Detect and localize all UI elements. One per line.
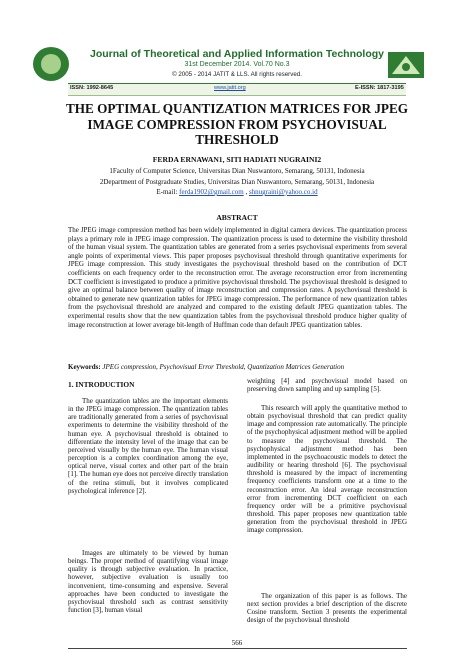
email-line xyxy=(40,188,434,196)
email-label: E-mail: xyxy=(156,188,180,196)
email-link-1[interactable]: ferda1902@gmail.com xyxy=(179,188,244,196)
footer-rule xyxy=(68,648,407,649)
paper-title: THE OPTIMAL QUANTIZATION MATRICES FOR JPEG IMAGE COMPRESSION FROM PSYCHOVISUAL THRESHOLD xyxy=(65,101,409,147)
right-paragraph-1: weighting [4] and psychovisual model based on preserving down sampling and up sampling [5]. xyxy=(247,377,407,394)
eissn: E-ISSN: 1817-3195 xyxy=(355,85,404,91)
paper-authors: FERDA ERNAWAN1, SITI HADIATI NUGRAINI2 xyxy=(152,155,322,164)
keywords-line xyxy=(68,363,407,371)
affiliation-1: 1Faculty of Computer Science, Universitas Dian Nuswantoro, Semarang, 50131, Indonesia xyxy=(109,167,365,175)
email-separator: , xyxy=(243,188,249,196)
left-paragraph-1: The quantization tables are the important elements in the JPEG image compression. The quantization tables are traditionally generated from a series of psychovisual experiments to determine the visibility threshold of the human eye. A psychovisual threshold is obtained to differentiate the intensity level of the image that can be perceived visually by the human eye. The human visual perception is a complex coordination among the eye, optical nerve, visual cortex and other part of the brain [1]. The human eye does not perceive directly translation of the retina stimuli, but it involves complicated psychological inference [2]. xyxy=(68,397,228,495)
left-paragraph-2: Images are ultimately to be viewed by human beings. The proper method of quantifying visual image quality is through subjective evaluation. In practice, however, subjective evaluation is usually too inconvenient, time-consuming and expensive. Several approaches have been conducted to investigate the psychovisual threshold such as contrast sensitivity function [3], human visual xyxy=(68,549,228,615)
keywords-label: Keywords: xyxy=(68,363,101,371)
journal-url[interactable]: www.jatit.org xyxy=(214,85,246,91)
keywords-text: JPEG compression, Psychovisual Error Threshold, Quantization Matrices Generation xyxy=(100,363,345,371)
abstract-text: The JPEG image compression method has been widely implemented in digital camera devices. The quantization process plays a primary role in JPEG image compression. The quantization process is used to determine the visibility threshold of the human visual system. The quantization tables are generated from a series psychovisual experiments from several angle points of experimental views. This paper proposes psychovisual threshold through quantitative experiments for JPEG image compression. This study investigates the psychovisual threshold based on the contribution of DCT coefficients on each frequency order to the reconstruction error. The average reconstruction error from incrementing DCT coefficient is investigated to produce a primitive psychovisual threshold. The psychovisual threshold is designed to give an optimal balance between quality of image reconstruction and compression rates. A psychovisual threshold is obtained to generate new quantization tables for JPEG image compression. The performance of new quantization tables from the psychovisual threshold are analyzed and compared to the existing default JPEG quantization tables. The experimental results show that the new quantization tables from the psychovisual threshold produce higher quality of image reconstruction at lower average bit-length of Huffman code than default JPEG quantization tables. xyxy=(68,226,407,329)
journal-volume: 31st December 2014. Vol.70 No.3 xyxy=(184,61,290,68)
email-link-2[interactable]: shnugraini@yahoo.co.id xyxy=(248,188,318,196)
right-paragraph-2: This research will apply the quantitative method to obtain psychovisual threshold that can predict quality image and compression rate automatically. The principle of the psychophysical adjustment method will be applied to measure the psychovisual threshold. The psychophysical adjustment method has been implemented in the psychoacoustic models to detect the audibility or hearing threshold [6]. The psychovisual threshold is measured by the impact of incrementing frequency coefficients transform one at a time to the reconstruction error. An ideal average reconstruction error from incrementing DCT coefficient on each frequency order will be a primitive psychovisual threshold. This paper proposes new quantization table generation from the psychovisual threshold in JPEG image compression. xyxy=(247,404,407,535)
journal-copyright: © 2005 - 2014 JATIT & LLS. All rights reserved. xyxy=(172,71,302,78)
affiliation-2: 2Department of Postgraduate Studies, Universitas Dian Nuswantoro, Semarang, 50131, Indonesia xyxy=(99,178,375,186)
right-paragraph-3: The organization of this paper is as follows. The next section provides a brief description of the discrete Cosine transform. Section 3 presents the experimental design of the psychovisual threshold xyxy=(247,592,407,625)
page-number: 566 xyxy=(231,639,243,647)
section-heading-introduction: 1. INTRODUCTION xyxy=(68,380,135,389)
journal-title: Journal of Theoretical and Applied Information Technology xyxy=(89,48,384,60)
issn: ISSN: 1992-8645 xyxy=(70,85,114,91)
abstract-heading: ABSTRACT xyxy=(216,213,258,222)
